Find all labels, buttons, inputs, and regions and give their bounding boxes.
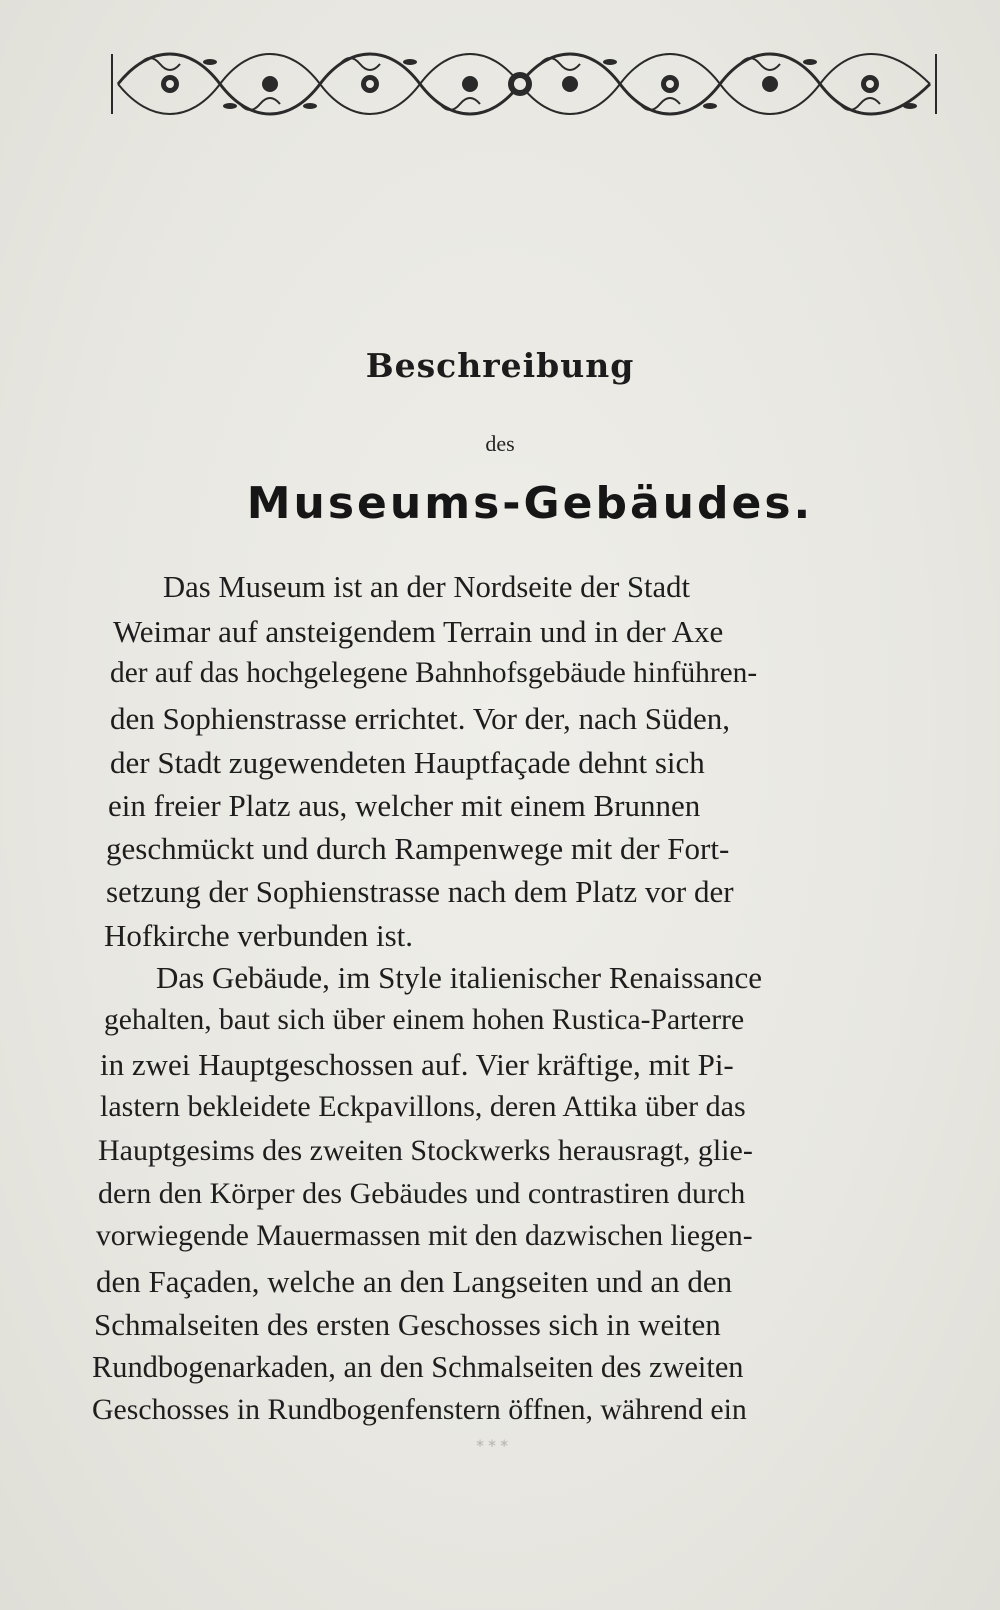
line-text: der Stadt zugewendeten Hauptfaçade dehnt sich (110, 745, 705, 780)
text-line (92, 1395, 747, 1425)
floral-vine-ornament (110, 44, 940, 124)
line-text: Das Gebäude, im Style italienischer Renaissance (156, 960, 763, 995)
line-text: lastern bekleidete Eckpavillons, deren Attika über das (100, 1090, 746, 1123)
text-line (110, 703, 730, 734)
line-text: Hofkirche verbunden ist. (104, 918, 414, 953)
text-line (106, 833, 729, 864)
line-text: den Façaden, welche an den Langseiten und an den (96, 1264, 733, 1299)
line-text: gehalten, baut sich über einem hohen Rustica-Parterre (104, 1004, 745, 1036)
text-line (100, 1049, 734, 1080)
line-text: Rundbogenarkaden, an den Schmalseiten des zweiten (92, 1350, 744, 1384)
page-subtitle: Museums-Gebäudes. (246, 478, 814, 529)
text-line (96, 1266, 732, 1297)
line-text: den Sophienstrasse errichtet. Vor der, nach Süden, (110, 701, 731, 736)
line-text: Geschosses in Rundbogenfenstern öffnen, während ein (92, 1393, 747, 1426)
text-line (100, 1092, 746, 1122)
line-text: Hauptgesims des zweiten Stockwerks herausragt, glie- (98, 1134, 753, 1167)
line-text: der auf das hochgelegene Bahnhofsgebäude hinführen- (110, 657, 758, 689)
page-title: Beschreibung (365, 346, 635, 385)
text-line (110, 747, 705, 778)
line-text: Das Museum ist an der Nordseite der Stadt (163, 570, 691, 604)
text-line (113, 616, 723, 647)
text-line (108, 790, 700, 821)
text-line (96, 1222, 753, 1252)
text-line (98, 1136, 753, 1166)
text-line (106, 876, 734, 907)
text-line (163, 572, 923, 603)
line-text: dern den Körper des Gebäudes und contrastiren durch (98, 1177, 746, 1210)
line-text: vorwiegende Mauermassen mit den dazwischen liegen- (96, 1220, 753, 1252)
text-line (92, 1352, 744, 1382)
text-line (94, 1309, 721, 1340)
line-text: Weimar auf ansteigendem Terrain und in der Axe (113, 614, 724, 649)
text-line (104, 1006, 744, 1036)
line-text: ein freier Platz aus, welcher mit einem Brunnen (108, 788, 701, 823)
line-text: Schmalseiten des ersten Geschosses sich in weiten (94, 1307, 721, 1342)
line-text: geschmückt und durch Rampenwege mit der Fort- (106, 831, 730, 866)
line-text: in zwei Hauptgeschossen auf. Vier kräftige, mit Pi- (100, 1047, 734, 1082)
text-line (156, 962, 762, 993)
text-line (98, 1179, 745, 1209)
title-connector: des (485, 431, 515, 456)
signature-mark: ∗∗∗ (475, 1436, 512, 1450)
line-text: setzung der Sophienstrasse nach dem Platz vor der (106, 874, 734, 909)
text-line (110, 659, 757, 688)
text-line (104, 920, 413, 951)
